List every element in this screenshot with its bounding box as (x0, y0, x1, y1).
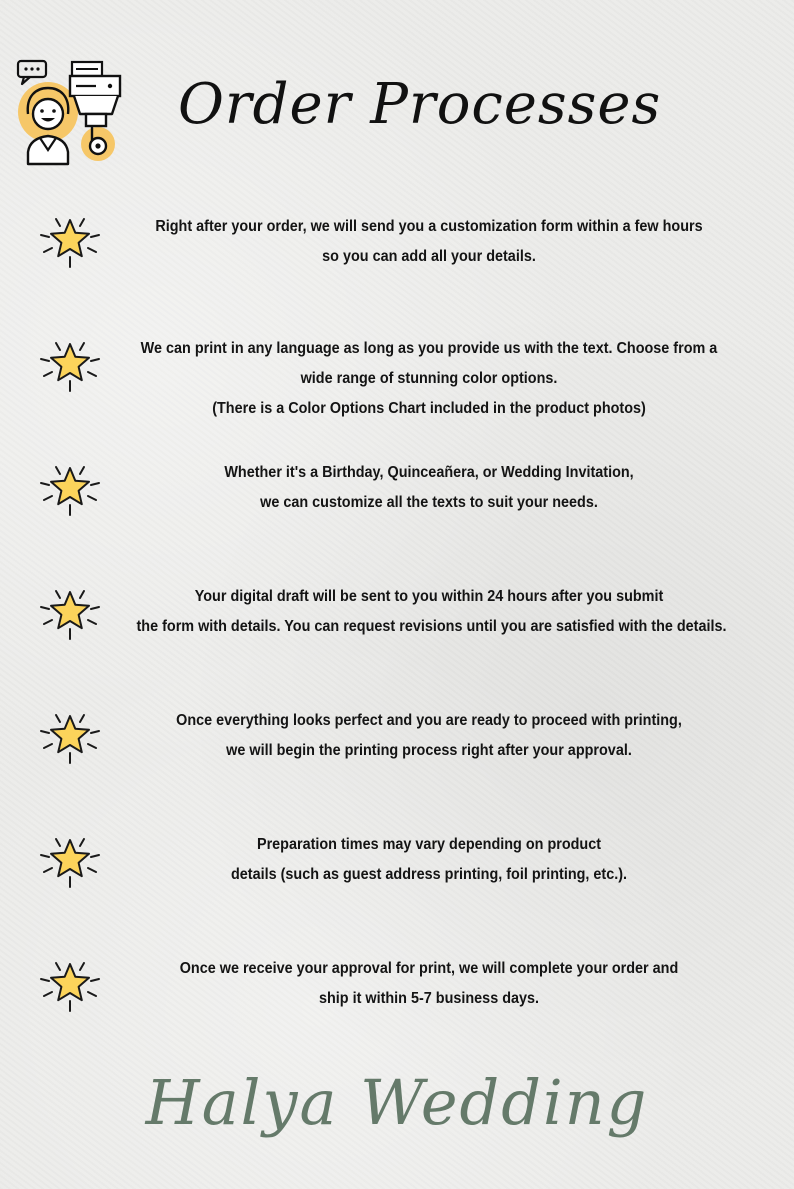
step-text: Once we receive your approval for print, we will complete your order and ship it within 5-7 business days. (179, 960, 679, 1007)
star-icon (36, 454, 104, 522)
step-text: We can print in any language as long as you provide us with the text. Choose from a wide range of stunning color options. (There is a Color Options Chart included in the product photos) (140, 340, 718, 417)
brand-name: Halya Wedding (145, 1066, 649, 1139)
star-icon (36, 206, 104, 274)
star-icon (36, 702, 104, 770)
star-icon (36, 578, 104, 646)
star-icon (36, 330, 104, 398)
step-text: Your digital draft will be sent to you within 24 hours after you submit the form with details. You can request revisions until you are satisfied with the details. (136, 588, 727, 635)
star-icon (36, 826, 104, 894)
step-text: Right after your order, we will send you a customization form within a few hours so you can add all your details. (155, 218, 703, 265)
step-text: Preparation times may vary depending on product details (such as guest address printing, foil printing, etc.). (230, 836, 628, 883)
page-title: Order Processes (178, 72, 662, 137)
step-text: Whether it's a Birthday, Quinceañera, or Wedding Invitation, we can customize all the texts to suit your needs. (224, 464, 634, 511)
star-icon (36, 950, 104, 1018)
step-text: Once everything looks perfect and you are ready to proceed with printing, we will begin the printing process right after your approval. (176, 712, 682, 759)
customer-service-printer-icon (14, 56, 124, 168)
